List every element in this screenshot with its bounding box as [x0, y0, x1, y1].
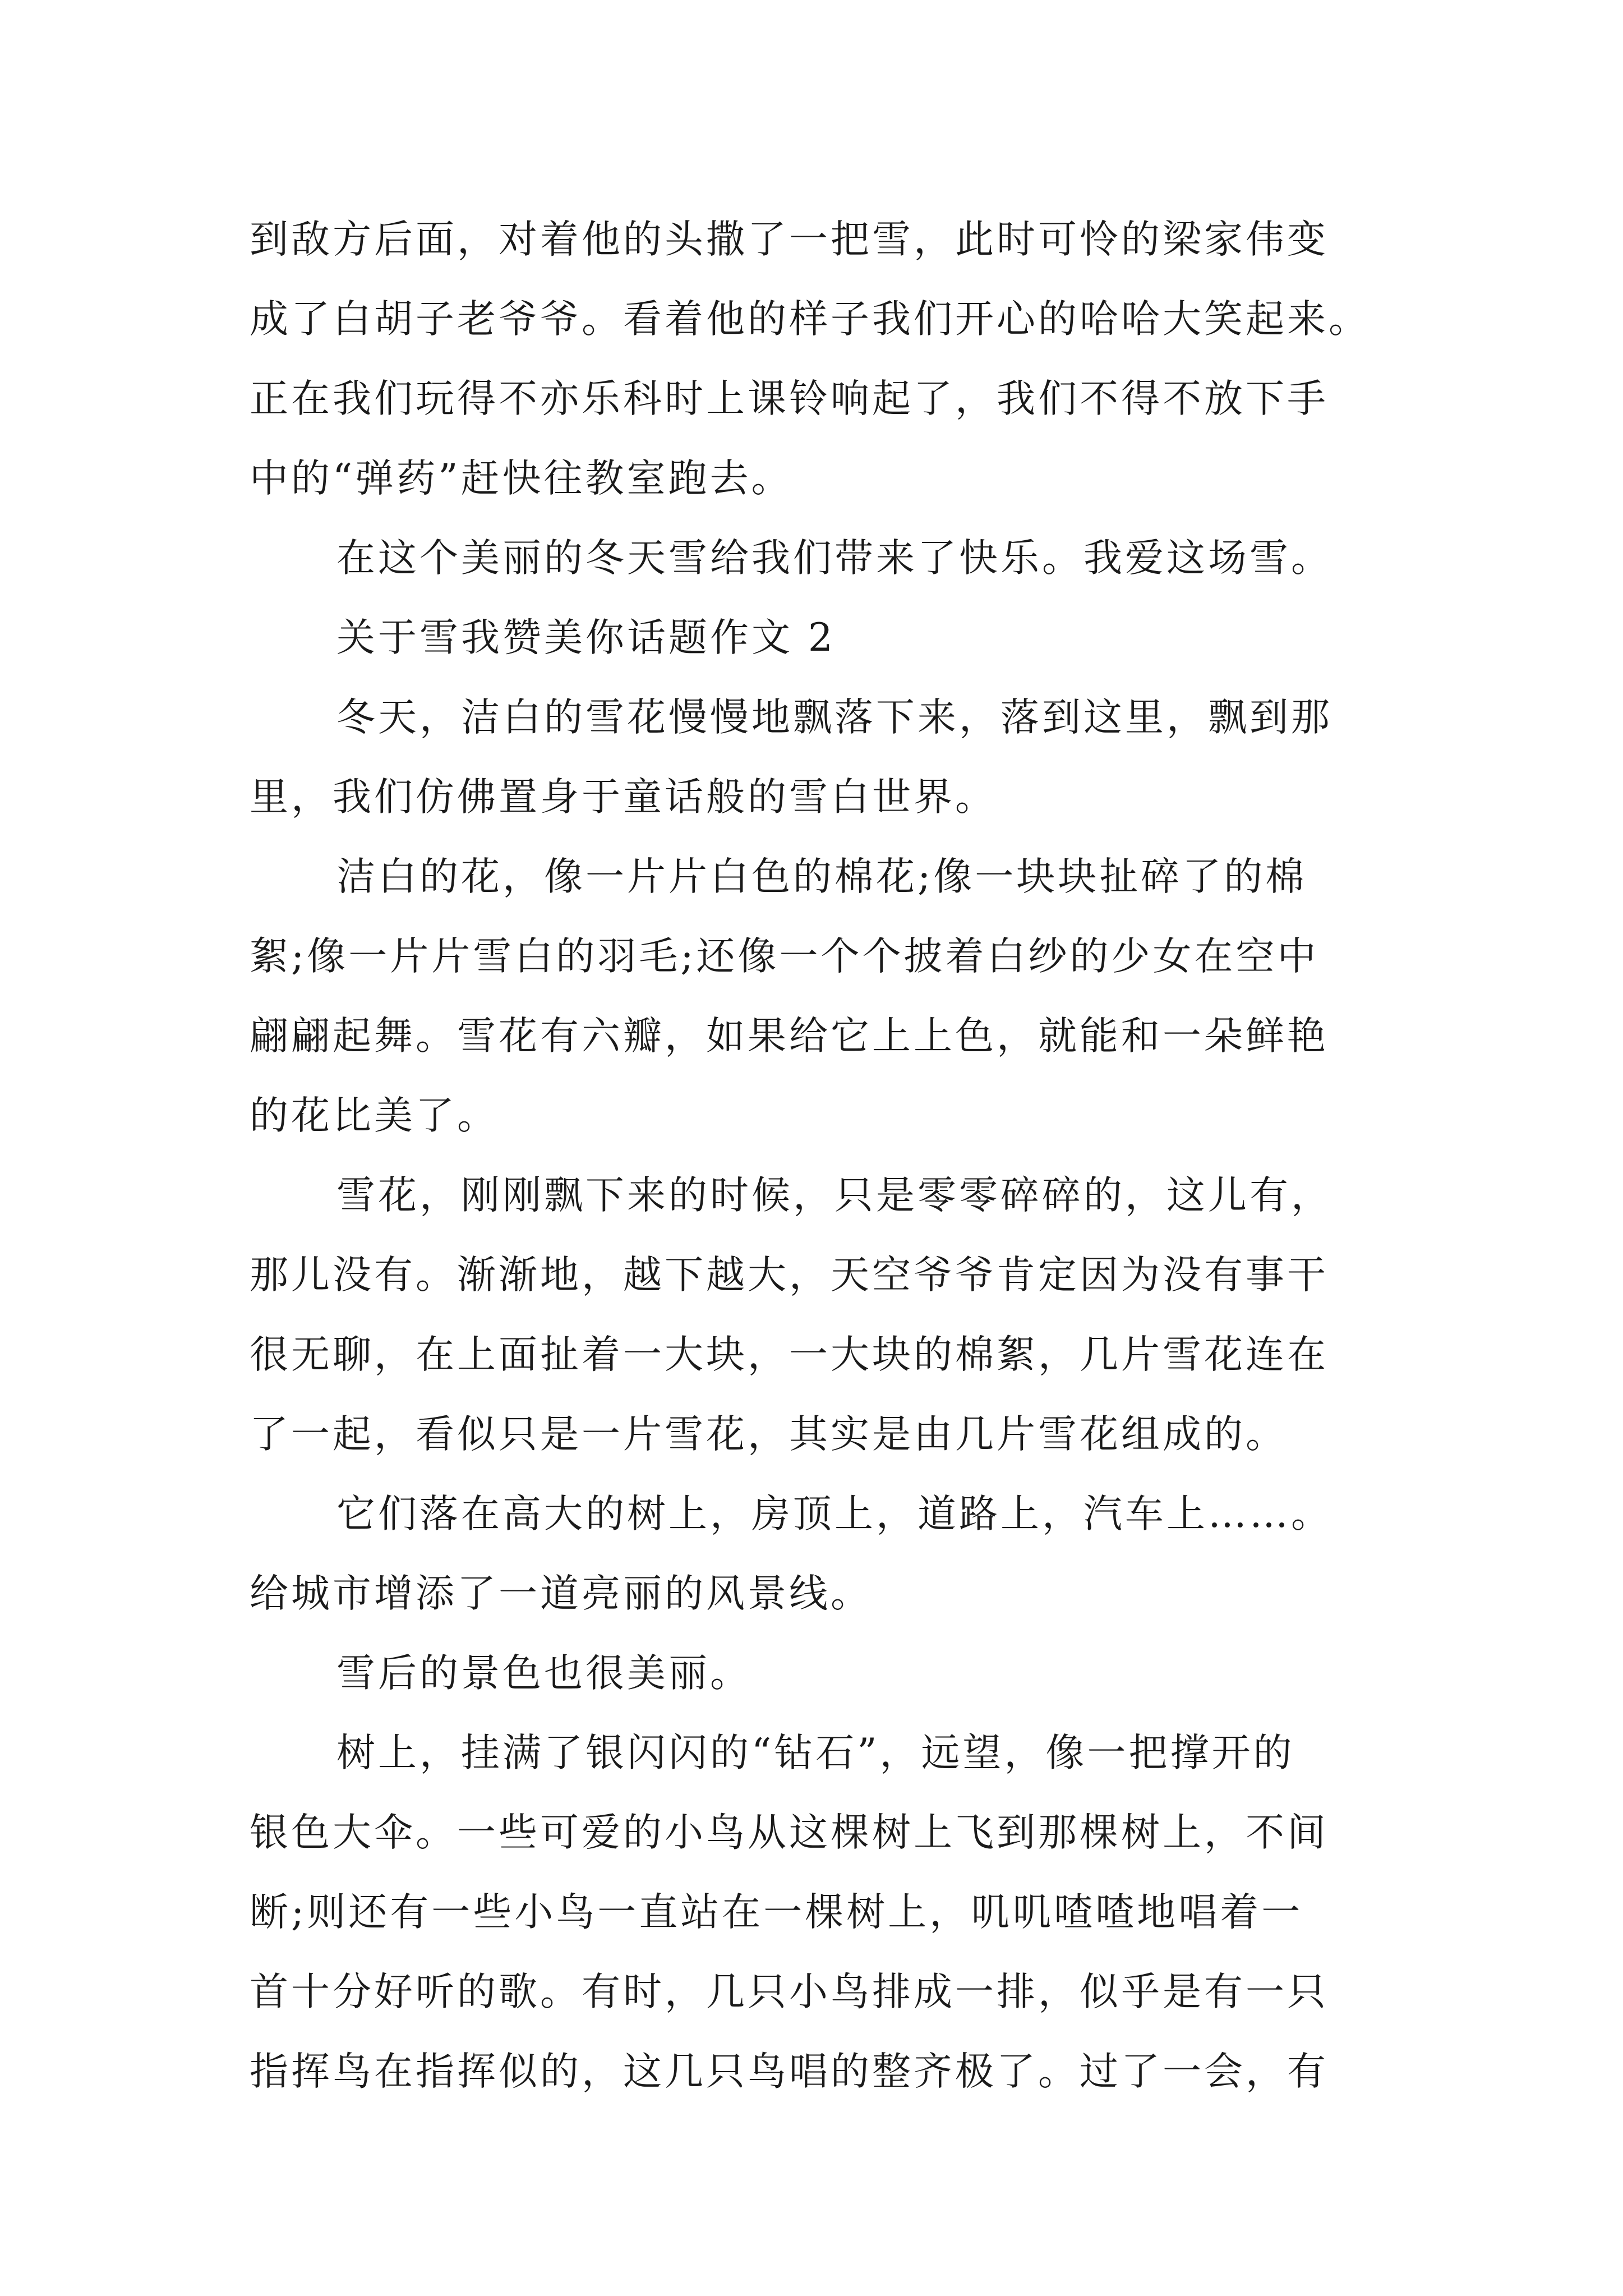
text-line: 在这个美丽的冬天雪给我们带来了快乐。我爱这场雪。	[336, 536, 1332, 581]
text-line: 指挥鸟在指挥似的，这几只鸟唱的整齐极了。过了一会，有	[250, 2049, 1329, 2094]
text-line: 很无聊，在上面扯着一大块，一大块的棉絮，几片雪花连在	[250, 1332, 1329, 1377]
text-line: 里，我们仿佛置身于童话般的雪白世界。	[250, 775, 997, 820]
text-line: 成了白胡子老爷爷。看着他的样子我们开心的哈哈大笑起来。	[250, 297, 1370, 342]
text-line: 它们落在高大的树上，房顶上，道路上，汽车上……。	[336, 1492, 1332, 1536]
text-line: 了一起，看似只是一片雪花，其实是由几片雪花组成的。	[250, 1412, 1287, 1457]
text-line: 的花比美了。	[250, 1093, 499, 1138]
text-line: 断;则还有一些小鸟一直站在一棵树上，叽叽喳喳地唱着一	[250, 1890, 1303, 1935]
text-line: 那儿没有。渐渐地，越下越大，天空爷爷肯定因为没有事干	[250, 1253, 1329, 1297]
text-line: 到敌方后面，对着他的头撒了一把雪，此时可怜的梁家伟变	[250, 217, 1329, 262]
text-line: 雪花，刚刚飘下来的时候，只是零零碎碎的，这儿有，	[336, 1173, 1332, 1218]
text-line: 首十分好听的歌。有时，几只小鸟排成一排，似乎是有一只	[250, 1970, 1329, 2014]
text-line: 中的“弹药”赶快往教室跑去。	[250, 456, 793, 501]
text-line: 树上，挂满了银闪闪的“钻石”，远望，像一把撑开的	[336, 1731, 1295, 1775]
text-line: 絮;像一片片雪白的羽毛;还像一个个披着白纱的少女在空中	[250, 934, 1319, 979]
text-line: 洁白的花，像一片片白色的棉花;像一块块扯碎了的棉	[336, 854, 1307, 899]
text-line: 正在我们玩得不亦乐科时上课铃响起了，我们不得不放下手	[250, 376, 1329, 421]
section-heading: 关于雪我赞美你话题作文 2	[336, 615, 836, 660]
text-line: 银色大伞。一些可爱的小鸟从这棵树上飞到那棵树上，不间	[250, 1810, 1329, 1855]
text-line: 雪后的景色也很美丽。	[336, 1651, 751, 1696]
text-line: 冬天，洁白的雪花慢慢地飘落下来，落到这里，飘到那	[336, 695, 1332, 740]
text-line: 给城市增添了一道亮丽的风景线。	[250, 1571, 872, 1616]
text-line: 翩翩起舞。雪花有六瓣，如果给它上上色，就能和一朵鲜艳	[250, 1014, 1329, 1059]
